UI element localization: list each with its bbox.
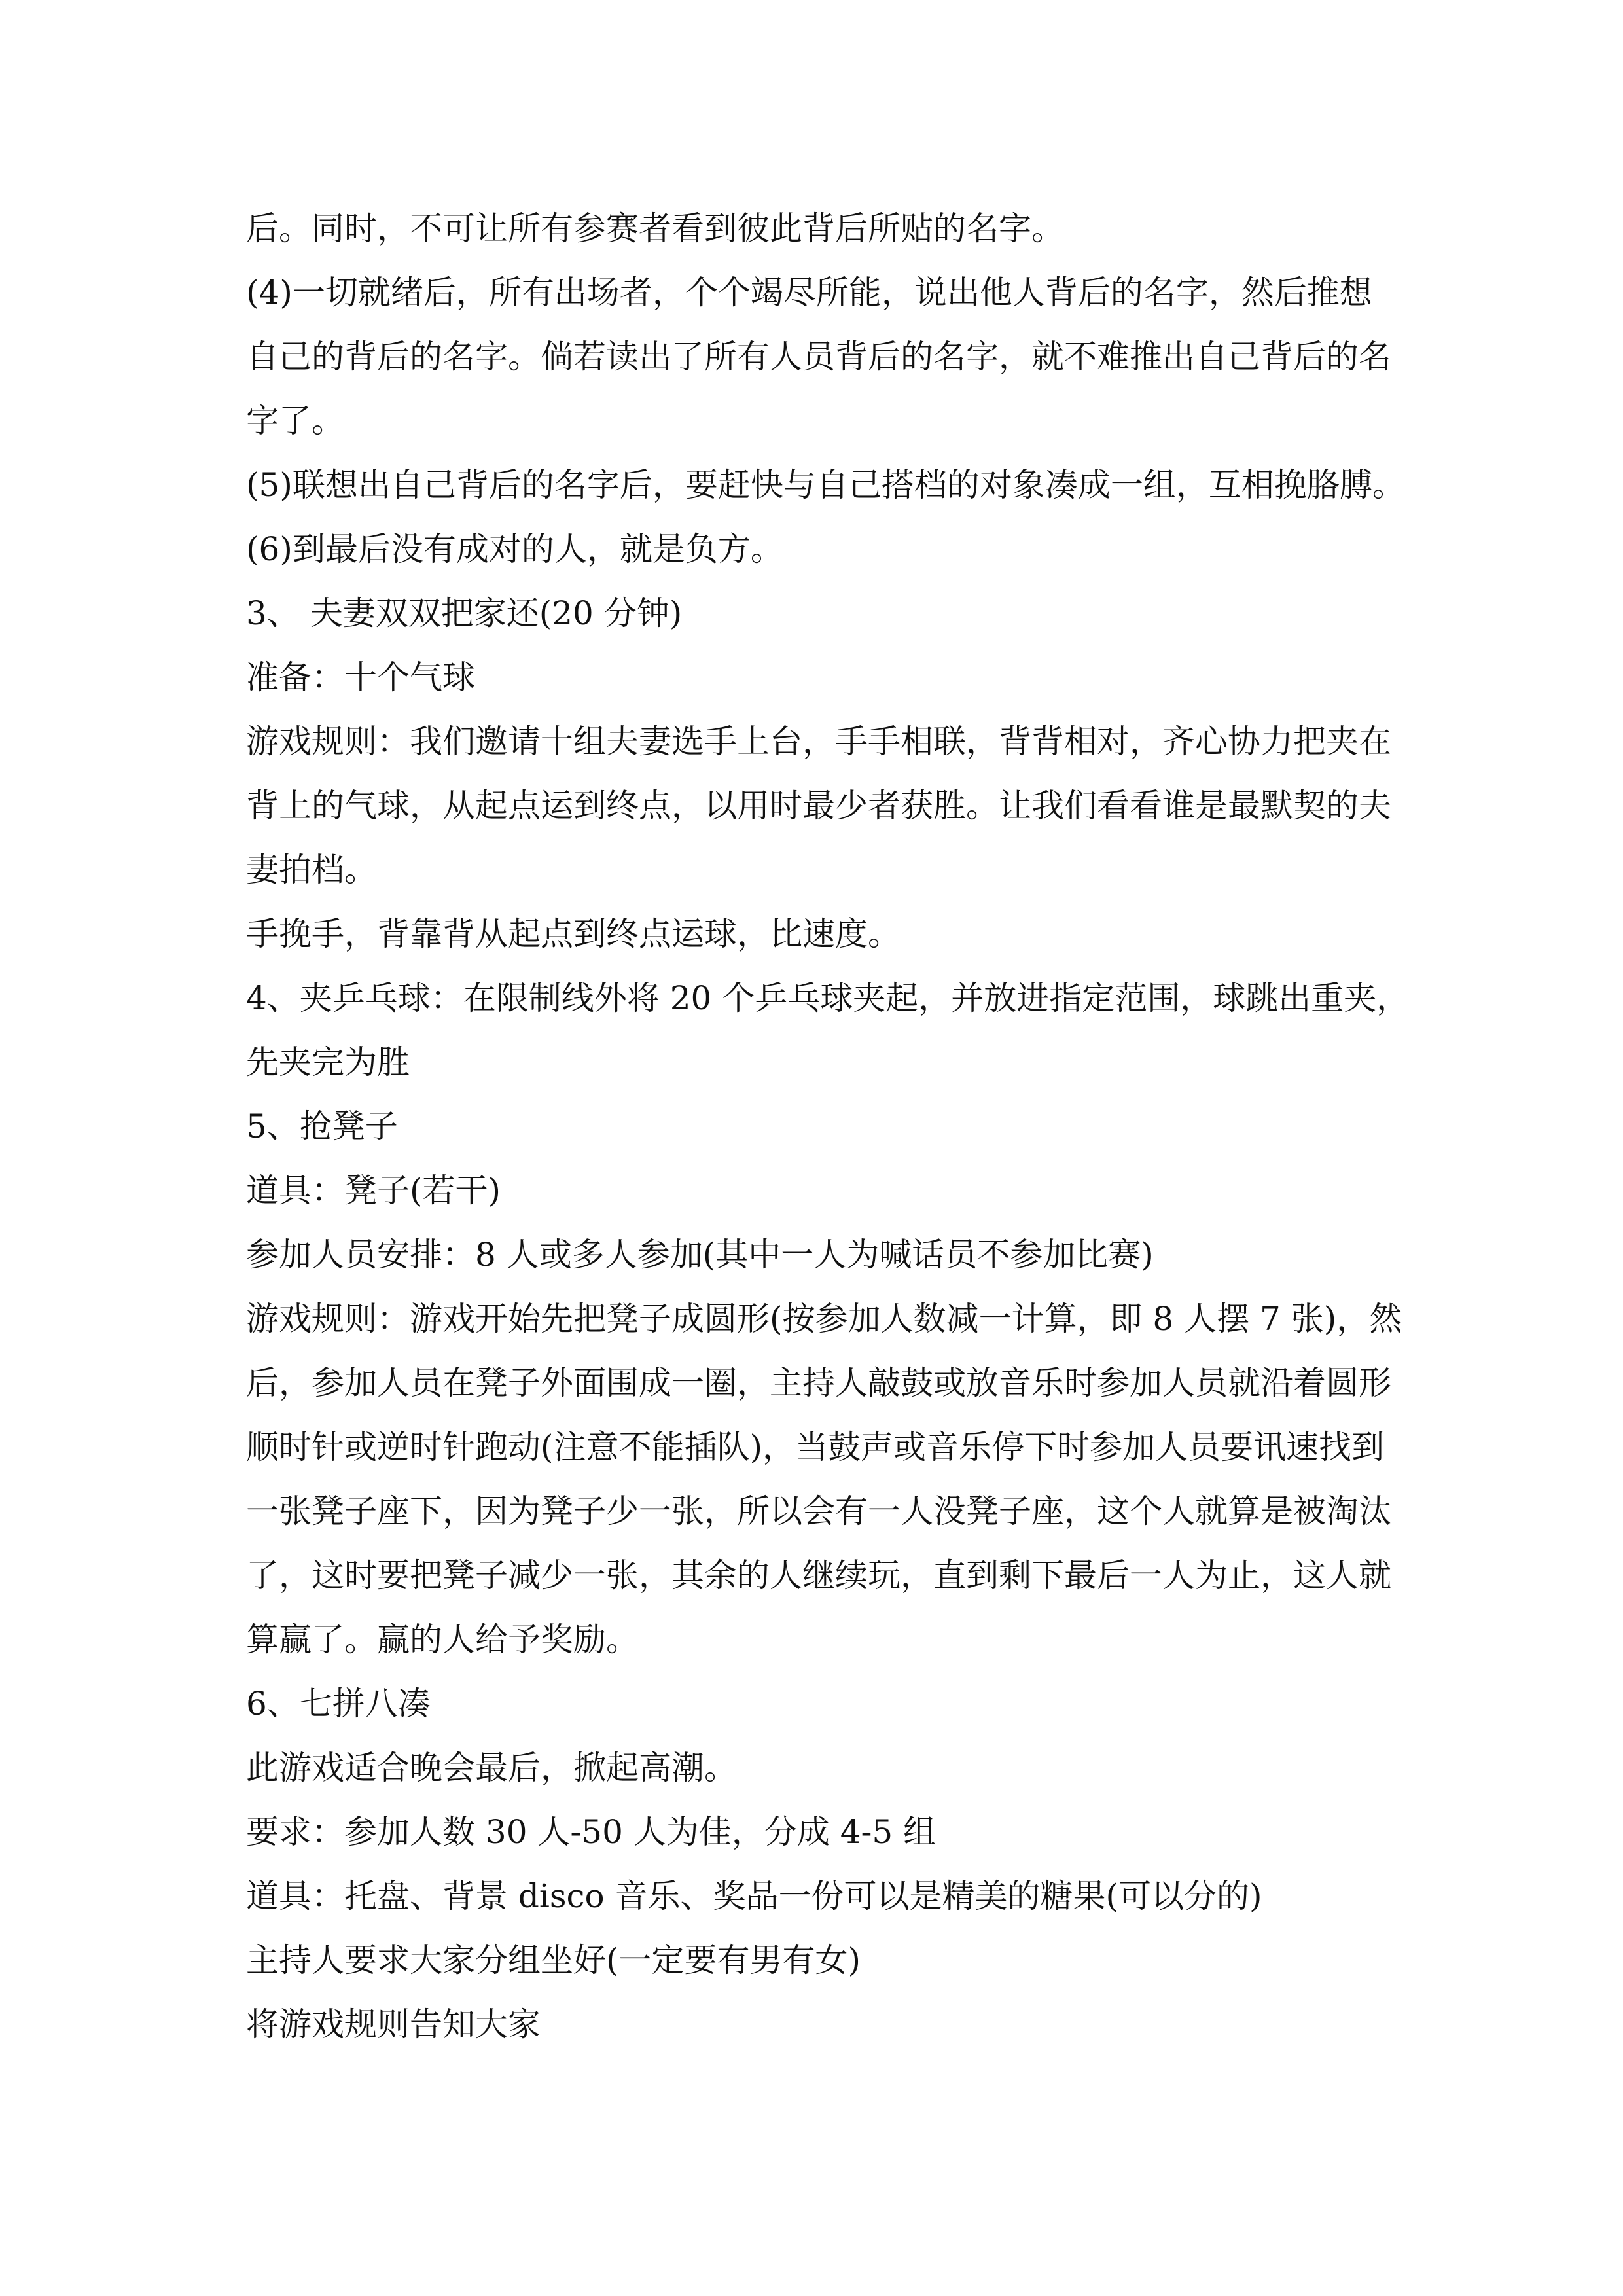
section-heading: 4、夹乒乓球：在限制线外将 20 个乒乓球夹起，并放进指定范围，球跳出重夹， bbox=[246, 979, 1410, 1017]
text-line: (6)到最后没有成对的人，就是负方。 bbox=[246, 530, 783, 568]
section-heading: 5、抢凳子 bbox=[246, 1107, 398, 1145]
text-line: 手挽手，背靠背从起点到终点运球，比速度。 bbox=[246, 915, 901, 953]
section-heading: 6、七拼八凑 bbox=[246, 1685, 431, 1723]
text-line: 自己的背后的名字。倘若读出了所有人员背后的名字，就不难推出自己背后的名 bbox=[246, 338, 1391, 376]
text-line: 算赢了。赢的人给予奖励。 bbox=[246, 1621, 639, 1659]
text-line: 了，这时要把凳子减少一张，其余的人继续玩，直到剩下最后一人为止，这人就 bbox=[246, 1556, 1391, 1594]
text-line: (4)一切就绪后，所有出场者，个个竭尽所能，说出他人背后的名字，然后推想 bbox=[246, 274, 1372, 312]
text-line: 背上的气球，从起点运到终点，以用时最少者获胜。让我们看看谁是最默契的夫 bbox=[246, 787, 1391, 825]
text-line: 参加人员安排：8 人或多人参加(其中一人为喊话员不参加比赛) bbox=[246, 1236, 1154, 1274]
text-line: 先夹完为胜 bbox=[246, 1043, 410, 1081]
document-body bbox=[246, 196, 1410, 2056]
text-line: 后。同时，不可让所有参赛者看到彼此背后所贴的名字。 bbox=[246, 209, 1064, 247]
text-line: 顺时针或逆时针跑动(注意不能插队)，当鼓声或音乐停下时参加人员要讯速找到 bbox=[246, 1428, 1385, 1466]
text-line: 妻拍档。 bbox=[246, 851, 377, 889]
text-line: 道具：托盘、背景 disco 音乐、奖品一份可以是精美的糖果(可以分的) bbox=[246, 1877, 1262, 1915]
text-line: 道具：凳子(若干) bbox=[246, 1172, 501, 1210]
text-line: 游戏规则：我们邀请十组夫妻选手上台，手手相联，背背相对，齐心协力把夹在 bbox=[246, 723, 1391, 761]
text-line: 将游戏规则告知大家 bbox=[246, 2005, 541, 2043]
text-line: 一张凳子座下，因为凳子少一张，所以会有一人没凳子座，这个人就算是被淘汰 bbox=[246, 1492, 1391, 1530]
text-line: 此游戏适合晚会最后，掀起高潮。 bbox=[246, 1749, 737, 1787]
text-line: 后，参加人员在凳子外面围成一圈，主持人敲鼓或放音乐时参加人员就沿着圆形 bbox=[246, 1364, 1391, 1402]
text-line: 游戏规则：游戏开始先把凳子成圆形(按参加人数减一计算，即 8 人摆 7 张)，然 bbox=[246, 1300, 1402, 1338]
text-line: 主持人要求大家分组坐好(一定要有男有女) bbox=[246, 1941, 861, 1979]
text-line: 要求：参加人数 30 人-50 人为佳，分成 4-5 组 bbox=[246, 1813, 936, 1851]
text-line: 字了。 bbox=[246, 402, 344, 440]
section-heading: 3、 夫妻双双把家还(20 分钟) bbox=[246, 594, 683, 632]
text-line: (5)联想出自己背后的名字后，要赶快与自己搭档的对象凑成一组，互相挽胳膊。 bbox=[246, 466, 1405, 504]
text-line: 准备：十个气球 bbox=[246, 658, 475, 696]
